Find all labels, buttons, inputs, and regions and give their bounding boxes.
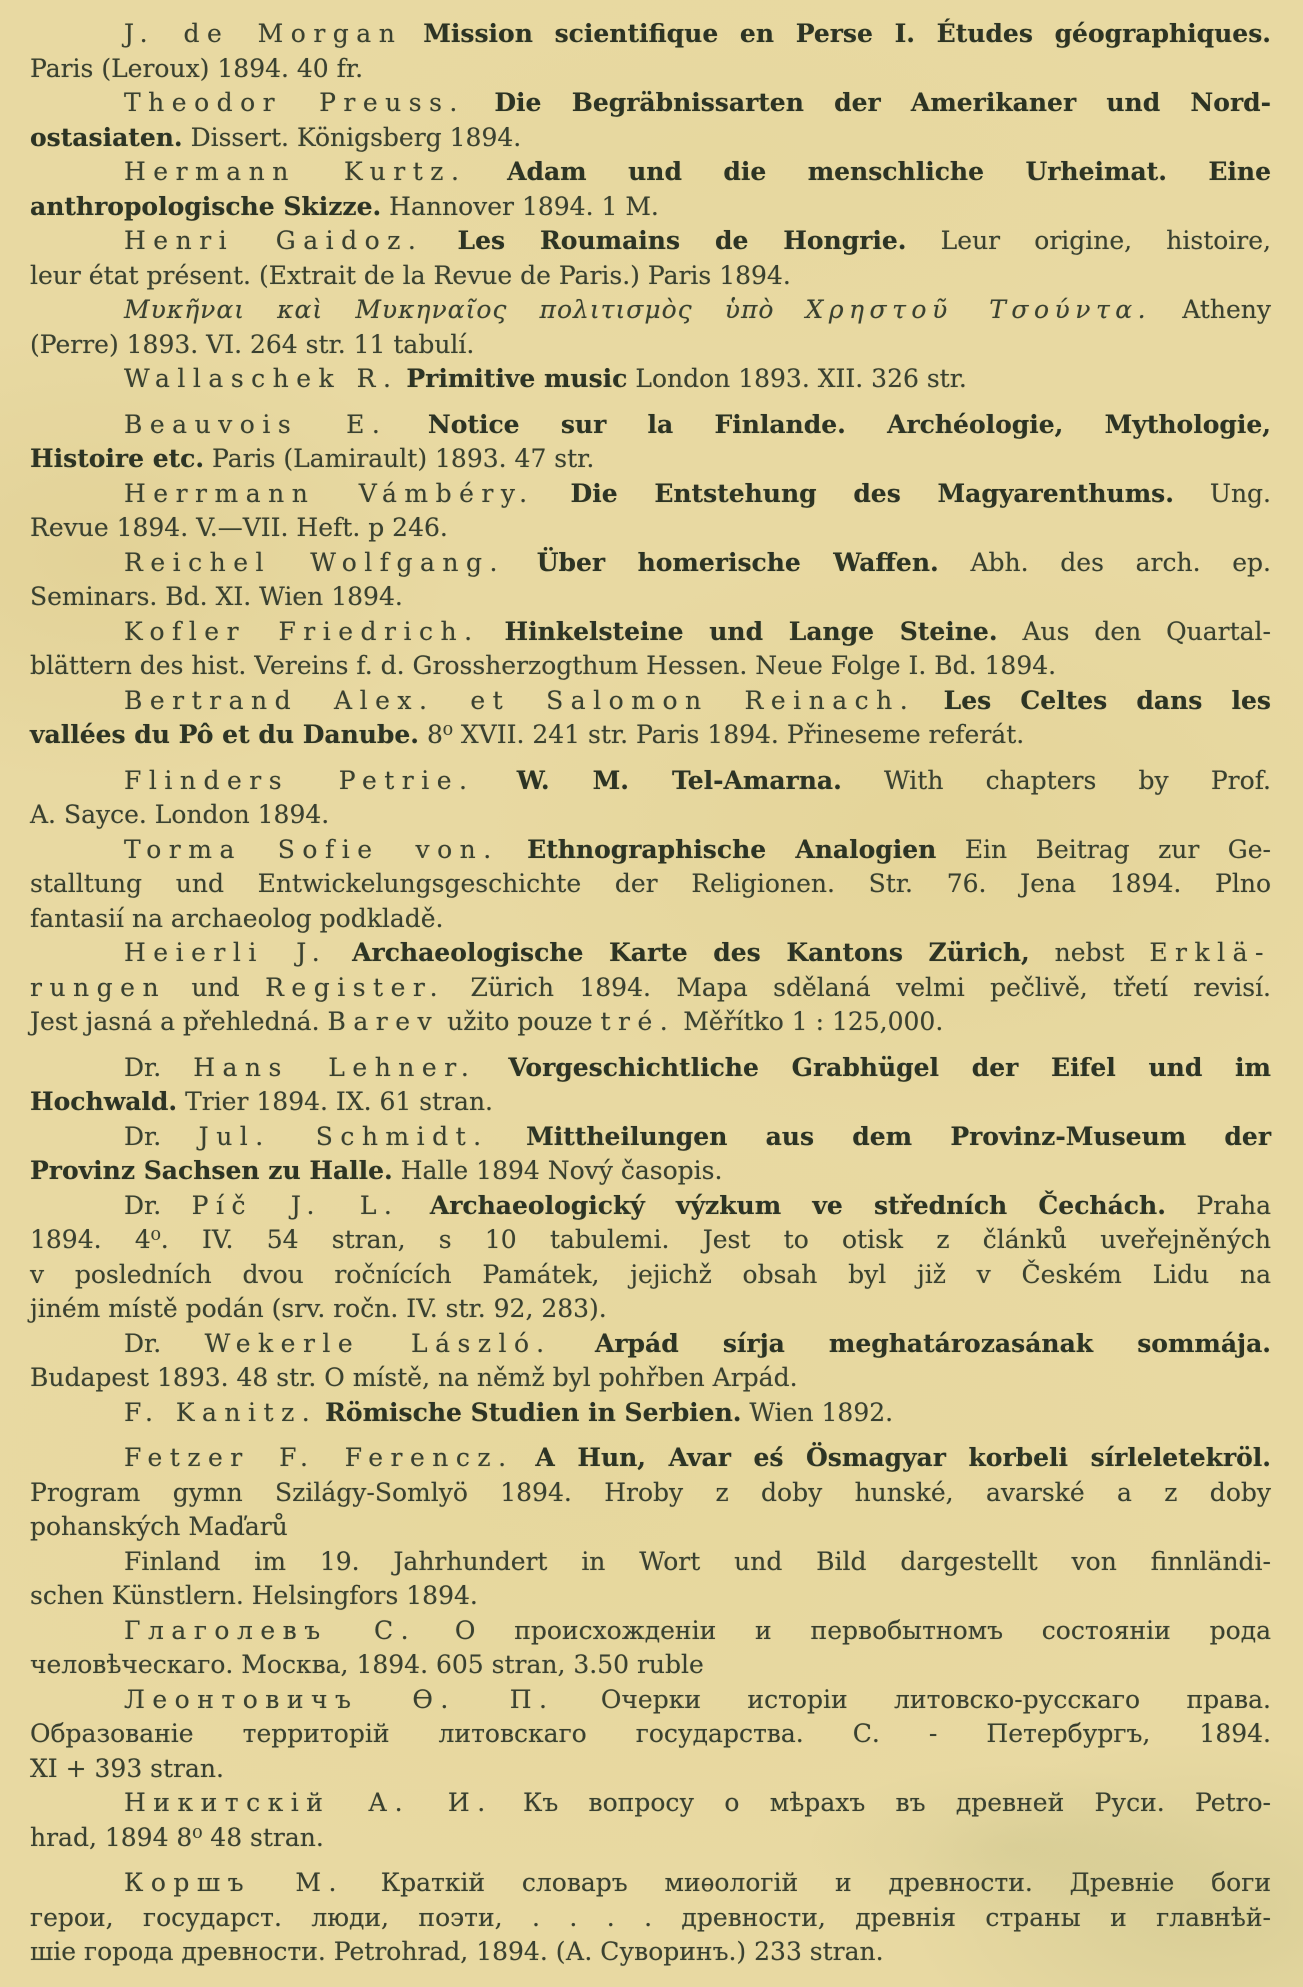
bibliography-entry [30,408,1271,477]
bibliography-entry [30,155,1271,224]
author-name: Erklä- [1149,938,1272,967]
entry-text: London 1893. XII. 326 str. [635,364,967,393]
author-name: Heierli J. [124,938,328,967]
text-line [30,1614,1271,1649]
text-line [30,1901,1271,1936]
entry-text: Atheny [1182,295,1272,324]
author-name: Torma Sofie von. [124,834,499,864]
work-title: Über homerische Waffen. [536,547,939,577]
text-line [30,546,1271,581]
text-line [30,1085,1271,1120]
author-name: Kofler Friedrich. [124,616,480,646]
work-title: Ethnographische Analogien [527,834,937,864]
entry-text: Seminars. Bd. XI. Wien 1894. [30,582,403,611]
bibliography-entry [30,1120,1271,1189]
entry-text: und [191,972,240,1002]
work-title: Histoire etc. [30,444,205,473]
author-name: Bertrand Alex. et Salomon Reinach. [124,685,916,715]
work-title: Primitive music [406,364,628,393]
bibliography-entry [30,224,1271,293]
bibliography-entry [30,293,1271,362]
work-title: vallées du Pô et du Danube. [30,720,420,749]
text-line [30,1476,1271,1511]
author-name: Register. [265,972,446,1002]
work-title: Die Begräbnissarten der Amerikaner und Nord- [494,88,1271,117]
entry-text: Jest jasná a přehledná. [30,1007,320,1036]
bibliography-entry [30,17,1271,86]
author-name: Hans Lehner. [193,1052,477,1082]
text-line [30,328,1271,363]
text-line [30,52,1271,87]
author-name: Theodor Preuss. [124,88,465,117]
text-line [30,936,1271,971]
work-title: Vorgeschichtliche Grabhügel der Eifel und im [508,1052,1271,1082]
author-name: Henri Gaidoz. [124,226,424,255]
text-line [30,1292,1271,1327]
text-line [30,86,1271,121]
text-line [30,293,1271,328]
entry-text: leur état présent. (Extrait de la Revue de Paris.) Paris 1894. [30,260,791,290]
entry-text: Finland im 19. Jahrhundert in Wort und Bild dargestellt von finnländi- [124,1546,1271,1576]
entry-text: Образованіе территорій литовскаго государства. С. - Петербургъ, 1894. [30,1719,1271,1748]
author-name: Herrmann Vámbéry. [124,478,535,508]
author-name: Коршъ М. [124,1868,344,1897]
bibliography-entry [30,1545,1271,1614]
entry-text: Ein Beitrag zur Ge- [964,834,1271,864]
text-line [30,155,1271,190]
text-line [30,684,1271,719]
text-line [30,1258,1271,1293]
entry-text: человѣческаго. Москва, 1894. 605 stran, 3.50 ruble [30,1650,704,1679]
entry-text: nebst [1054,938,1125,967]
work-title: Les Celtes dans les [943,685,1272,715]
text-line [30,718,1271,753]
entry-text: Dr. [124,1121,162,1151]
text-line [30,1648,1271,1683]
bibliography-entry [30,936,1271,1040]
author-name: Fetzer F. Ferencz. [124,1443,514,1472]
entry-text: Dr. [124,1328,162,1358]
entry-text: Měřítko 1 : 125,000. [683,1007,944,1036]
entry-text: XI + 393 stran. [30,1753,224,1783]
text-line [30,1821,1271,1856]
entry-text: 8⁰ XVII. 241 str. Paris 1894. Přineseme referát. [426,720,1025,749]
entry-text: jiném místě podán (srv. ročn. IV. str. 92, 283). [30,1294,607,1323]
entry-text: Paris (Lamirault) 1893. 47 str. [212,444,595,473]
bibliography-text-block [30,17,1271,1970]
entry-text: О происхожденіи и первобытномъ состояніи рода [454,1615,1271,1645]
bibliography-entry [30,1441,1271,1545]
entry-text: Budapest 1893. 48 str. O místě, na němž byl pohřben Arpád. [30,1363,798,1392]
text-line [30,1510,1271,1545]
entry-text: With chapters by Prof. [884,765,1271,795]
text-line [30,1441,1271,1476]
text-line [30,1579,1271,1614]
text-line [30,190,1271,225]
work-title: Arpád sírja meghatározasának sommája. [594,1328,1271,1358]
entry-text: Wien 1892. [749,1397,894,1427]
entry-text: Trier 1894. IX. 61 stran. [185,1087,493,1116]
bibliography-entry [30,764,1271,833]
entry-text: Aus den Quartal- [1022,616,1271,646]
text-line [30,1545,1271,1580]
entry-text: užito pouze [447,1007,593,1036]
greek-author-name: Χρηστοῦ Τσούντα. [805,295,1152,324]
bibliography-entry [30,1683,1271,1787]
entry-text: Paris (Leroux) 1894. 40 fr. [30,53,364,83]
bibliography-entry [30,1189,1271,1327]
author-name: Wekerle László. [204,1328,552,1358]
entry-text: 1894. 4⁰. IV. 54 stran, s 10 tabulemi. Jest to otisk z článků uveřejněných [30,1225,1271,1254]
entry-text: hrad, 1894 8⁰ 48 stran. [30,1822,324,1852]
bibliography-entry [30,1051,1271,1120]
text-line [30,224,1271,259]
text-line [30,121,1271,156]
author-name: rungen [30,972,167,1002]
text-line [30,1223,1271,1258]
entry-text: Dr. [124,1052,162,1082]
work-title: Archaeologische Karte des Kantons Zürich, [352,938,1030,967]
text-line [30,833,1271,868]
work-title: Archaeologický výzkum ve středních Čechách. [429,1190,1166,1220]
text-line [30,1154,1271,1189]
author-name: Barev [327,1007,440,1036]
text-line [30,1752,1271,1787]
text-line [30,442,1271,477]
bibliography-entry [30,1786,1271,1855]
text-line [30,971,1271,1006]
entry-text: Program gymn Szilágy-Somlyö 1894. Hroby z doby hunské, avarské a z doby [30,1477,1271,1507]
greek-title: Μυκῆναι καὶ Μυκηναῖος πολιτισμὸς ὑπὸ [124,295,775,324]
author-name: Глаголевъ С. [124,1615,417,1645]
text-line [30,1361,1271,1396]
entry-text: Halle 1894 Nový časopis. [400,1156,723,1185]
entry-text: A. Sayce. London 1894. [30,800,330,829]
work-title: Die Entstehung des Magyarenthums. [570,478,1174,508]
bibliography-entry [30,86,1271,155]
bibliography-entry [30,833,1271,937]
text-line [30,1786,1271,1821]
bibliography-entry [30,1396,1271,1431]
text-line [30,764,1271,799]
bibliography-entry [30,477,1271,546]
entry-text: Краткій словаръ миѳологій и древности. Древніе боги [380,1868,1271,1897]
bibliography-entry [30,684,1271,753]
text-line [30,511,1271,546]
entry-text: Dissert. Königsberg 1894. [190,122,522,152]
text-line [30,1683,1271,1718]
work-title: Hochwald. [30,1087,178,1116]
text-line [30,1717,1271,1752]
entry-text: Revue 1894. V.—VII. Heft. p 246. [30,513,448,542]
entry-text: stalltung und Entwickelungsgeschichte der Religionen. Str. 76. Jena 1894. Plno [30,869,1271,898]
entry-text: Abh. des arch. ep. [970,547,1272,577]
entry-text: v posledních dvou ročnících Památek, jejichž obsah byl již v Českém Lidu na [30,1259,1271,1289]
text-line [30,1866,1271,1901]
text-line [30,1051,1271,1086]
entry-text: шіе города древности. Petrohrad, 1894. (А. Суворинъ.) 233 stran. [30,1937,884,1966]
work-title: A Hun, Avar eś Ösmagyar korbeli sírleletekröl. [535,1443,1271,1472]
work-title: anthropologische Skizze. [30,191,382,221]
author-name: Jul. Schmidt. [198,1121,489,1151]
entry-text: schen Künstlern. Helsingfors 1894. [30,1581,478,1610]
text-line [30,259,1271,294]
entry-text: blättern des hist. Vereins f. d. Grossherzogthum Hessen. Neue Folge I. Bd. 1894. [30,651,1057,680]
entry-text: Ung. [1209,478,1271,508]
text-line [30,1396,1271,1431]
work-title: Römische Studien in Serbien. [325,1397,742,1427]
author-name: Beauvois E. [124,409,388,439]
entry-text: Очерки исторіи литовско-русскаго права. [600,1684,1271,1714]
work-title: ostasiaten. [30,122,183,152]
work-title: Adam und die menschliche Urheimat. Eine [507,157,1271,186]
entry-text: Praha [1196,1190,1272,1220]
entry-text: (Perre) 1893. VI. 264 str. 11 tabulí. [30,329,475,359]
text-line [30,1005,1271,1040]
text-line [30,1327,1271,1362]
text-line [30,1189,1271,1224]
text-line [30,580,1271,615]
bibliography-entry [30,362,1271,397]
author-name: J. de Morgan [124,19,403,48]
text-line [30,17,1271,52]
text-line [30,649,1271,684]
text-line [30,362,1271,397]
entry-text: герои, государст. люди, поэти, . . . . древности, древнія страны и главнѣй- [30,1902,1271,1932]
author-name: Wallaschek R. [124,364,399,393]
bibliography-entry [30,1866,1271,1970]
author-name: Hermann Kurtz. [124,157,467,186]
entry-text: fantasií na archaeolog podkladě. [30,903,444,933]
author-name: tré. [600,1007,676,1036]
entry-text: pohanských Maďarů [30,1512,288,1541]
entry-text: Hannover 1894. 1 M. [389,191,659,221]
work-title: Mission scientifique en Perse I. Études géographiques. [423,19,1271,48]
bibliography-entry [30,1614,1271,1683]
bibliography-entry [30,546,1271,615]
author-name: Reichel Wolfgang. [124,547,505,577]
entry-text: Dr. [124,1190,162,1220]
text-line [30,1120,1271,1155]
entry-text: Zürich 1894. Mapa sdělaná velmi pečlivě, třetí revisí. [470,972,1272,1002]
text-line [30,615,1271,650]
text-line [30,867,1271,902]
work-title: Les Roumains de Hongrie. [457,226,907,255]
entry-text: Къ вопросу о мѣрахъ въ древней Руси. Petro- [522,1788,1272,1817]
text-line [30,1935,1271,1970]
work-title: Hinkelsteine und Lange Steine. [504,616,998,646]
author-name: Никитскій А. И. [124,1788,493,1817]
author-name: Flinders Petrie. [124,765,475,795]
bibliography-entry [30,1327,1271,1396]
author-name: Píč J. L. [191,1190,400,1220]
work-title: Notice sur la Finlande. Archéologie, Mythologie, [427,409,1271,439]
text-line [30,408,1271,443]
work-title: W. M. Tel-Amarna. [516,765,842,795]
entry-text: Leur origine, histoire, [940,226,1271,255]
author-name: Леонтовичъ Ѳ. П. [124,1684,555,1714]
text-line [30,798,1271,833]
work-title: Provinz Sachsen zu Halle. [30,1156,393,1185]
author-name: F. Kanitz. [124,1397,318,1427]
work-title: Mittheilungen aus dem Provinz-Museum der [526,1121,1271,1151]
text-line [30,902,1271,937]
text-line [30,477,1271,512]
bibliography-entry [30,615,1271,684]
